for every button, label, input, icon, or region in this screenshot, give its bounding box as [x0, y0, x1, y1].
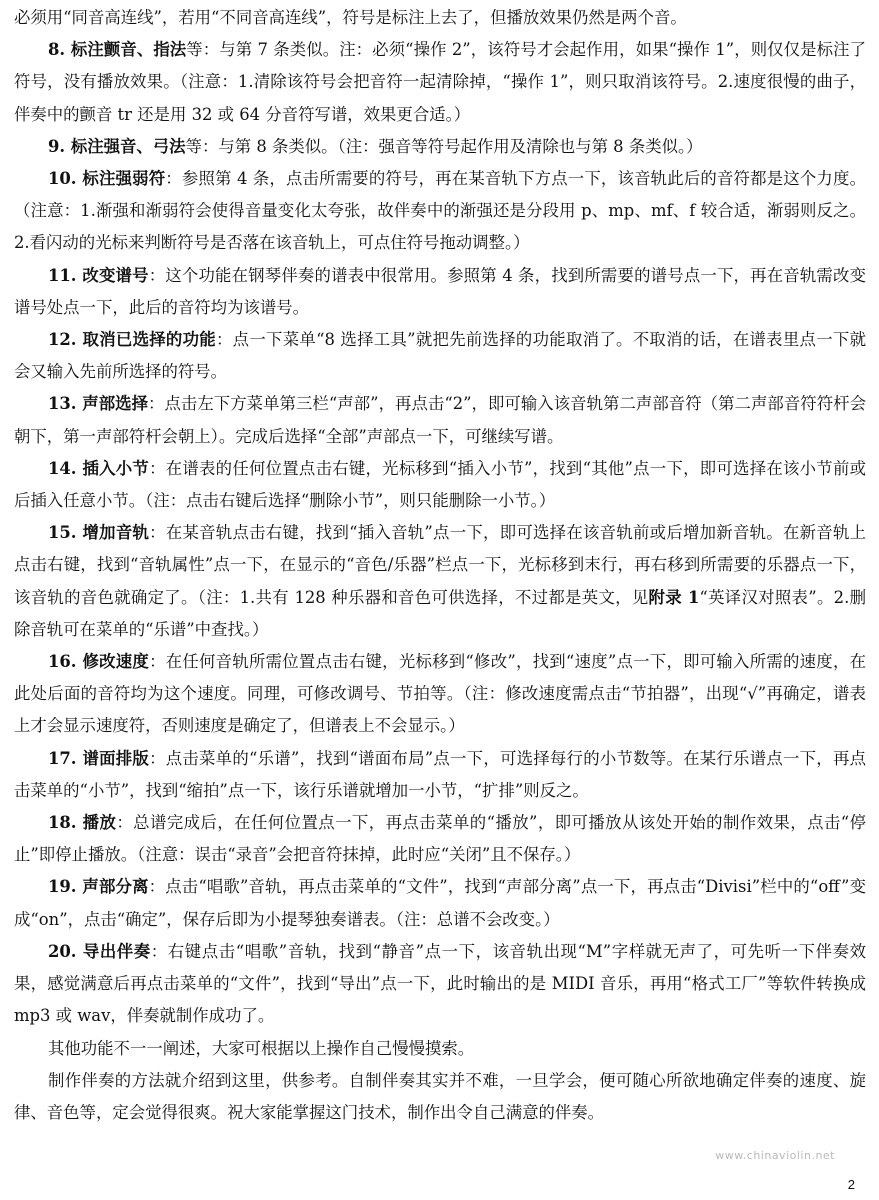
paragraph-heading: 17. 谱面排版	[48, 748, 150, 768]
paragraph-heading: 9. 标注强音、弓法	[48, 136, 186, 156]
paragraph-item-18	[14, 807, 866, 871]
paragraph-tail: “英译汉对照表”。2.删除音轨可在菜单的“乐谱”中查找。）	[14, 587, 866, 639]
appendix-reference: 附录 1	[648, 587, 700, 607]
paragraph-body: ：总谱完成后，在任何位置点一下，再点击菜单的“播放”，即可播放从该处开始的制作效果，点击“停止”即停止播放。（注意：误击“录音”会把音符抹掉，此时应“关闭”且不保存。）	[14, 813, 866, 865]
paragraph-body: ：点击“唱歌”音轨，再点击菜单的“文件”，找到“声部分离”点一下，再点击“Divisi”栏中的“off”变成“on”，点击“确定”，保存后即为小提琴独奏谱表。（注：总谱不会改变。）	[14, 877, 866, 929]
watermark: www.chinaviolin.net	[715, 1149, 835, 1162]
paragraph-body: ：在谱表的任何位置点击右键，光标移到“插入小节”，找到“其他”点一下，即可选择在该小节前或后插入任意小节。（注：点击右键后选择“删除小节”，则只能删除一小节。）	[14, 458, 866, 511]
paragraph-body: 等：与第 7 条类似。注：必须“操作 2”，该符号才会起作用，如果“操作 1”，则仅仅是标注了符号，没有播放效果。（注意：1.清除该符号会把音符一起清除掉，“操作 1”，则只取消该符号。2.速度很慢的曲子，伴奏中的颤音 tr 还是用 32 或 64 分音符写谱，效果更合适。）	[14, 40, 866, 124]
paragraph-heading: 8. 标注颤音、指法	[48, 40, 187, 60]
paragraph-item-9	[14, 131, 866, 163]
paragraph-item-20	[14, 936, 866, 1033]
paragraph-item-19	[14, 871, 866, 935]
paragraph-item-14	[14, 453, 866, 517]
paragraph-body: ：点击左下方菜单第三栏“声部”，再点击“2”，即可输入该音轨第二声部音符（第二声部音符符杆会朝下，第一声部符杆会朝上）。完成后选择“全部”声部点一下，可继续写谱。	[14, 394, 866, 446]
paragraph-other-functions	[14, 1033, 866, 1065]
paragraph-heading: 10. 标注强弱符	[48, 169, 166, 189]
document-page	[14, 2, 866, 1129]
paragraph-heading: 19. 声部分离	[48, 877, 149, 897]
paragraph-item-17	[14, 743, 866, 807]
paragraph-body: ：在任何音轨所需位置点击右键，光标移到“修改”，找到“速度”点一下，即可输入所需的速度，在此处后面的音符均为这个速度。同理，可修改调号、节拍等。（注：修改速度需点击“节拍器”，出现“√”再确定，谱表上才会显示速度符，否则速度是确定了，但谱表上不会显示。）	[14, 652, 866, 736]
paragraph-item-8	[14, 34, 866, 131]
paragraph-body: ：参照第 4 条，点击所需要的符号，再在某音轨下方点一下，该音轨此后的音符都是这个力度。（注意：1.渐强和渐弱符会使得音量变化太夸张，故伴奏中的渐强还是分段用 p、mp、mf、f 较合适，渐弱则反之。2.看闪动的光标来判断符号是否落在该音轨上，可点住符号拖动调整。）	[14, 169, 866, 253]
paragraph-heading: 20. 导出伴奏	[48, 941, 151, 961]
paragraph-body: 制作伴奏的方法就介绍到这里，供参考。自制伴奏其实并不难，一旦学会，便可随心所欲地确定伴奏的速度、旋律、音色等，定会觉得很爽。祝大家能掌握这门技术，制作出令自己满意的伴奏。	[14, 1070, 866, 1122]
paragraph-item-16	[14, 646, 866, 743]
paragraph-body: ：在某音轨点击右键，找到“插入音轨”点一下，即可选择在该音轨前或后增加新音轨。在新音轨上点击右键，找到“音轨属性”点一下，在显示的“音色/乐器”栏点一下，光标移到末行，再右移到所需要的乐器点一下，该音轨的音色就确定了。（注：1.共有 128 种乐器和音色可供选择，不过都是英文，见	[14, 523, 866, 607]
paragraph-body: ：点击菜单的“乐谱”，找到“谱面布局”点一下，可选择每行的小节数等。在某行乐谱点一下，再点击菜单的“小节”，找到“缩拍”点一下，该行乐谱就增加一小节，“扩排”则反之。	[14, 748, 866, 800]
page-number: 2	[847, 1177, 855, 1192]
paragraph-heading: 11. 改变谱号	[48, 265, 149, 285]
paragraph-conclusion	[14, 1065, 866, 1129]
paragraph-heading: 16. 修改速度	[48, 652, 150, 672]
paragraph-item-15	[14, 517, 866, 646]
paragraph-heading: 12. 取消已选择的功能	[48, 330, 216, 350]
paragraph-body: 其他功能不一一阐述，大家可根据以上操作自己慢慢摸索。	[48, 1038, 475, 1058]
paragraph-item-13	[14, 388, 866, 452]
paragraph-item-10	[14, 163, 866, 260]
paragraph-item-11	[14, 260, 866, 324]
paragraph-body: ：这个功能在钢琴伴奏的谱表中很常用。参照第 4 条，找到所需要的谱号点一下，再在音轨需改变谱号处点一下，此后的音符均为该谱号。	[14, 265, 866, 317]
paragraph-body: 等：与第 8 条类似。（注：强音等符号起作用及清除也与第 8 条类似。）	[185, 136, 703, 156]
paragraph-heading: 13. 声部选择	[48, 394, 149, 414]
paragraph-continuation	[14, 2, 866, 34]
paragraph-heading: 14. 插入小节	[48, 458, 150, 478]
paragraph-body: ：点一下菜单“8 选择工具”就把先前选择的功能取消了。不取消的话，在谱表里点一下就会又输入先前所选择的符号。	[14, 330, 866, 382]
paragraph-heading: 18. 播放	[48, 813, 117, 833]
paragraph-body: ：右键点击“唱歌”音轨，找到“静音”点一下，该音轨出现“M”字样就无声了，可先听一下伴奏效果，感觉满意后再点击菜单的“文件”，找到“导出”点一下，此时输出的是 MIDI 音乐，再用“格式工厂”等软件转换成 mp3 或 wav，伴奏就制作成功了。	[14, 941, 866, 1026]
paragraph-heading: 15. 增加音轨	[48, 523, 150, 543]
paragraph-body: 必须用“同音高连线”，若用“不同音高连线”，符号是标注上去了，但播放效果仍然是两个音。	[14, 8, 687, 27]
paragraph-item-12	[14, 324, 866, 388]
